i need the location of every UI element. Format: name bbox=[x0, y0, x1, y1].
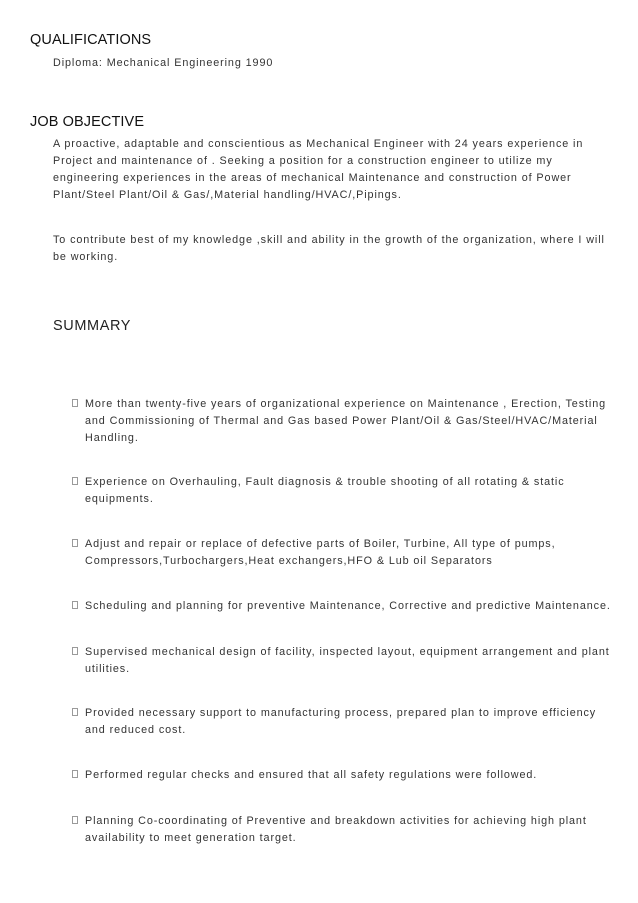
summary-list-item bbox=[72, 536, 612, 570]
qualifications-heading: QUALIFICATIONS bbox=[30, 32, 152, 48]
bullet-box-icon bbox=[72, 399, 78, 407]
summary-item-text: Provided necessary support to manufacturing process, prepared plan to improve efficiency and reduced cost. bbox=[85, 707, 597, 736]
summary-list-item bbox=[72, 598, 612, 615]
summary-item-text: More than twenty-five years of organizational experience on Maintenance , Erection, Testing and Commissioning of Thermal and Gas based Power Plant/Oil & Gas/Steel/HVAC/Material Handling. bbox=[85, 398, 607, 444]
summary-item-text: Supervised mechanical design of facility, inspected layout, equipment arrangement and plant utilities. bbox=[85, 646, 610, 675]
summary-heading: SUMMARY bbox=[53, 318, 132, 334]
summary-list-item bbox=[72, 396, 612, 447]
summary-item-text: Scheduling and planning for preventive Maintenance, Corrective and predictive Maintenance. bbox=[85, 600, 611, 612]
bullet-box-icon bbox=[72, 770, 78, 778]
summary-item-text: Performed regular checks and ensured that all safety regulations were followed. bbox=[85, 769, 538, 781]
summary-list-item bbox=[72, 767, 612, 784]
summary-item-text: Adjust and repair or replace of defective parts of Boiler, Turbine, All type of pumps, Compressors,Turbochargers,Heat exchangers,HFO & Lub oil Separators bbox=[85, 538, 556, 567]
summary-item-text: Planning Co-coordinating of Preventive and breakdown activities for achieving high plant availability to meet generation target. bbox=[85, 815, 587, 844]
summary-list-item bbox=[72, 705, 612, 739]
job-objective-heading: JOB OBJECTIVE bbox=[30, 114, 145, 130]
bullet-box-icon bbox=[72, 477, 78, 485]
bullet-box-icon bbox=[72, 816, 78, 824]
job-objective-paragraph-2: To contribute best of my knowledge ,skill and ability in the growth of the organization, where I will be working. bbox=[53, 234, 605, 263]
bullet-box-icon bbox=[72, 647, 78, 655]
summary-item-text: Experience on Overhauling, Fault diagnosis & trouble shooting of all rotating & static equipments. bbox=[85, 476, 565, 505]
job-objective-paragraph-1: A proactive, adaptable and conscientious as Mechanical Engineer with 24 years experience in Project and maintenance of . Seeking a position for a construction engineer to utilize my engineering experiences in the areas of mechanical Maintenance and construction of Power Plant/Steel Plant/Oil & Gas/,Material handling/HVAC/,Pipings. bbox=[53, 138, 584, 201]
bullet-box-icon bbox=[72, 601, 78, 609]
qualifications-diploma: Diploma: Mechanical Engineering 1990 bbox=[53, 57, 274, 69]
summary-list-item bbox=[72, 474, 612, 508]
bullet-box-icon bbox=[72, 539, 78, 547]
summary-list-item bbox=[72, 813, 612, 847]
bullet-box-icon bbox=[72, 708, 78, 716]
summary-list-item bbox=[72, 644, 612, 678]
